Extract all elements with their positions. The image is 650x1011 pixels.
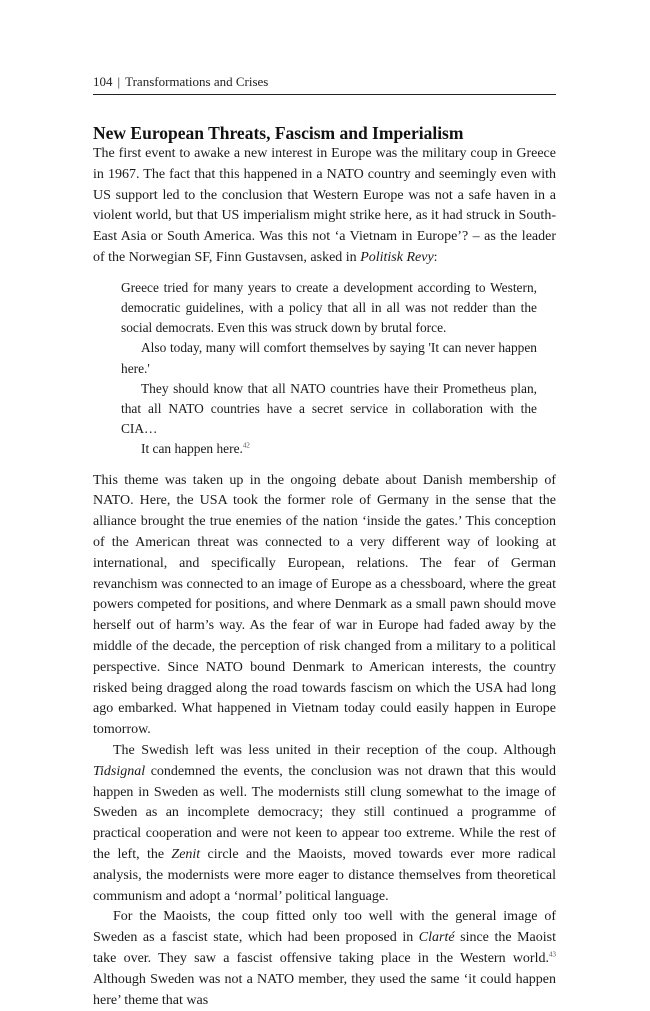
journal-title-politisk-revy: Politisk Revy (360, 249, 434, 265)
intro-text: The first event to awake a new interest in Europe was the military coup in Greece in 1967. The fact that this happened in a NATO country and seemingly even with US support led to the conclusion that Western Europe was not a safe haven in a violent world, but that US imperialism might strike here, as it had struck in South-East Asia or South America. Was this not ‘a Vietnam in Europe’? – as the leader of the Norwegian SF, Finn Gustavsen, asked in (93, 146, 556, 265)
body-paragraph-2-text-a: The Swedish left was less united in their reception of the coup. Although (113, 742, 556, 758)
body-paragraph-3-text-b: since the Maoist take over. They saw a fascist offensive taking place in the Western world. (93, 930, 556, 966)
quote-paragraph-3: They should know that all NATO countries have their Prometheus plan, that all NATO countries have a secret service in collaboration with the CIA… (121, 380, 537, 437)
body-paragraph-3-text-c: Although Sweden was not a NATO member, they used the same ‘it could happen here’ theme that was (93, 971, 556, 1008)
main-text (93, 122, 556, 1011)
section-title: New European Threats, Fascism and Imperialism (93, 123, 464, 143)
footnote-marker-42: 42 (242, 441, 250, 450)
journal-title-clarte: Clarté (418, 930, 455, 946)
page-number: 104 (93, 74, 113, 89)
body-paragraph-2-text-c: circle and the Maoists, moved towards ever more radical analysis, the modernists were more eager to distance themselves from theoretical communism and adopt a ‘normal’ political language. (93, 846, 556, 904)
header-separator: | (117, 74, 121, 89)
intro-end: : (433, 249, 438, 265)
journal-title-tidsignal: Tidsignal (93, 763, 146, 779)
quote-paragraph-2: Also today, many will comfort themselves by saying 'It can never happen here.' (121, 340, 537, 376)
intro-paragraph (93, 144, 556, 269)
block-quote (121, 278, 537, 460)
circle-name-zenit: Zenit (171, 846, 201, 862)
quote-closing-line: It can happen here. (141, 441, 243, 457)
quote-paragraph-4 (121, 439, 537, 459)
body-paragraph-3-text-a: For the Maoists, the coup fitted only too well with the general image of Sweden as a fascist state, which had been proposed in (93, 909, 556, 946)
body-paragraph-2 (93, 741, 556, 907)
body-paragraph-3 (93, 907, 556, 1011)
footnote-marker-43: 43 (549, 950, 556, 959)
quote-paragraph-1: Greece tried for many years to create a development according to Western, democratic guidelines, with a policy that all in all was not redder than the social democrats. Even this was struck down by brutal force. (121, 279, 537, 336)
body-paragraph-2-text-b: condemned the events, the conclusion was not drawn that this would happen in Sweden as well. The modernists still clung somewhat to the image of Sweden as an incomplete democracy; they still continued a programme of practical cooperation and were not keen to appear too extreme. While the rest of the left, the (93, 763, 556, 862)
running-title: Transformations and Crises (125, 74, 269, 89)
body-paragraph-1: This theme was taken up in the ongoing debate about Danish membership of NATO. Here, the USA took the former role of Germany in the sense that the alliance brought the true enemies of the nation ‘inside the gates.’ This conception of the American threat was connected to a very different way of looking at international, and specifically European, relations. The fear of German revanchism was connected to an image of Europe as a chessboard, where the great powers competed for positions, and where Denmark as a small pawn should move herself out of harm’s way. As the fear of war in Europe had faded away by the middle of the decade, the perception of risk changed from a military to a political perspective. Since NATO bound Denmark to American interests, the country risked being dragged along the road towards fascism on which the USA had long ago embarked. What happened in Vietnam today could easily happen in Europe tomorrow. (93, 472, 556, 738)
running-header (93, 74, 556, 95)
